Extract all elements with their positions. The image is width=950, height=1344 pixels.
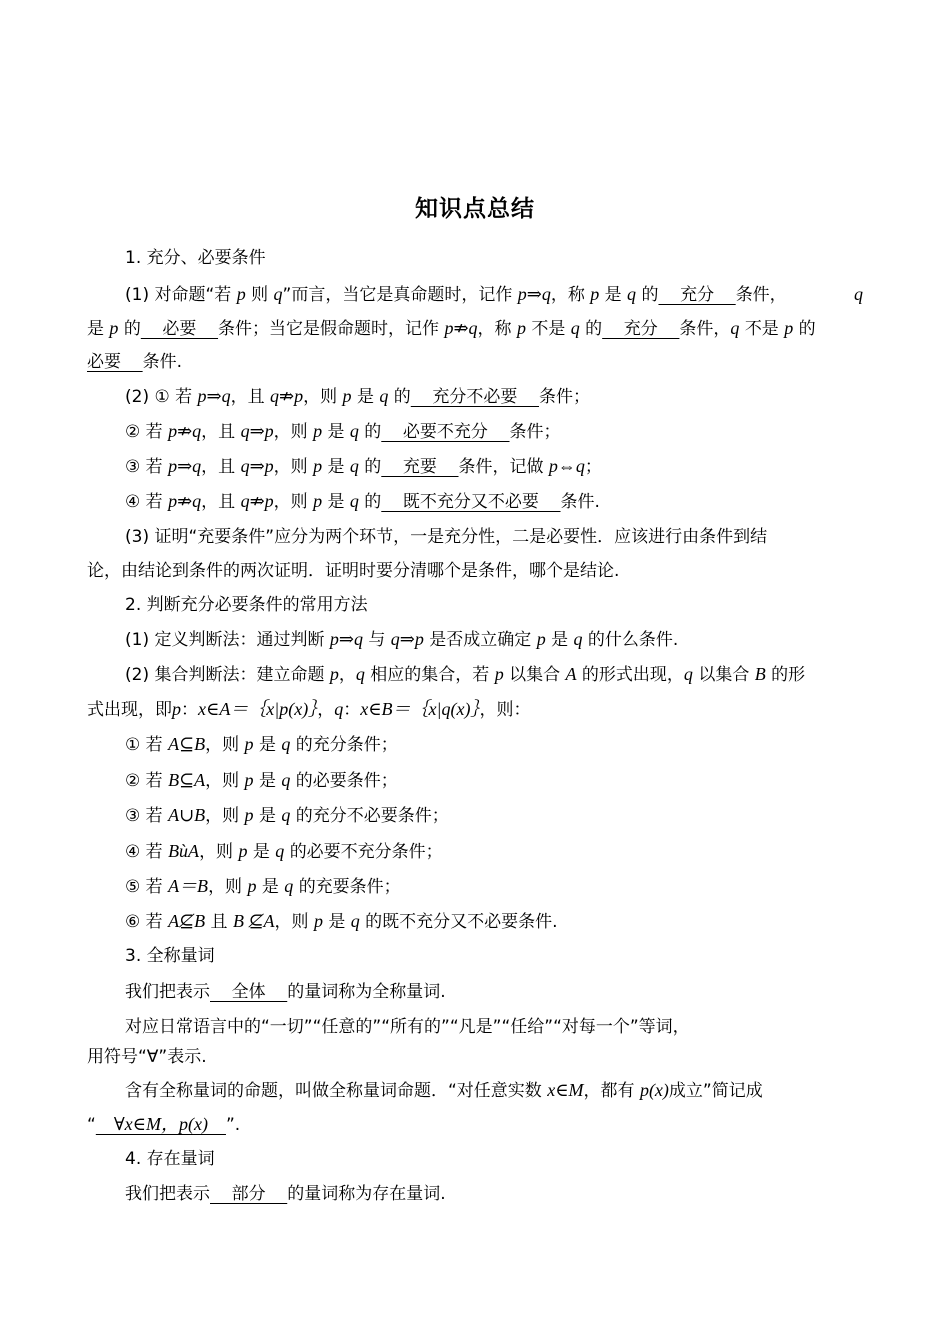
rule-1: ① 若 A⊆B，则 p 是 q 的充分条件； — [125, 734, 398, 755]
universal-proposition-line-2: “ ∀x∈M，p(x) ”. — [87, 1114, 241, 1135]
paragraph-3-line-1: (3) 证明“充要条件”应分为两个环节，一是充分性，二是必要性．应该进行由条件到结 — [125, 527, 768, 547]
paragraph-3-line-2: 论，由结论到条件的两次证明．证明时要分清哪个是条件，哪个是结论. — [87, 561, 620, 581]
blank-answer: 全体 — [210, 982, 288, 1002]
blank-answer: 充要 — [381, 457, 459, 477]
section-heading-4: 4. 存在量词 — [125, 1149, 215, 1169]
section-heading-3: 3. 全称量词 — [125, 946, 215, 966]
paragraph-1-line-1: (1) 对命题“若 p 则 q”而言，当它是真命题时，记作 p⇒q，称 p 是 q 的 充分 条件， q — [125, 284, 863, 305]
rule-5: ⑤ 若 A＝B，则 p 是 q 的充要条件； — [125, 876, 401, 897]
page-title: 知识点总结 — [415, 196, 535, 222]
blank-answer: ∀x∈M，p(x) — [95, 1114, 226, 1134]
method-1: (1) 定义判断法：通过判断 p⇒q 与 q⇒p 是否成立确定 p 是 q 的什么条件. — [125, 629, 679, 650]
blank-answer: 必要 — [140, 319, 219, 339]
universal-definition: 我们把表示 全体 的量词称为全称量词. — [125, 982, 446, 1002]
blank-answer: 必要 — [87, 352, 143, 372]
blank-answer: 必要不充分 — [381, 422, 510, 442]
universal-words-line-1: 对应日常语言中的“一切”“任意的”“所有的”“凡是”“任给”“对每一个”等词， — [125, 1017, 690, 1037]
condition-3: ③ 若 p⇒q，且 q⇒p，则 p 是 q 的 充要 条件，记做 p⇔q； — [125, 456, 602, 477]
condition-4: ④ 若 p⇏q，且 q⇏p，则 p 是 q 的 既不充分又不必要 条件. — [125, 491, 600, 512]
existential-definition: 我们把表示 部分 的量词称为存在量词. — [125, 1184, 446, 1204]
rule-3: ③ 若 A∪B，则 p 是 q 的充分不必要条件； — [125, 805, 449, 826]
universal-words-line-2: 用符号“∀”表示. — [87, 1047, 207, 1067]
section-heading-2: 2. 判断充分必要条件的常用方法 — [125, 595, 368, 615]
paragraph-1-line-3: 必要 条件. — [87, 352, 183, 372]
method-2-line-1: (2) 集合判断法：建立命题 p，q 相应的集合，若 p 以集合 A 的形式出现，q 以集合 B 的形 — [125, 664, 806, 685]
blank-answer: 部分 — [210, 1184, 288, 1204]
paragraph-1-line-2: 是 p 的 必要 条件；当它是假命题时，记作 p⇏q，称 p 不是 q 的 充分 条件，q 不是 p 的 — [87, 318, 816, 339]
rule-6: ⑥ 若 A⊈B 且 B ⊈A，则 p 是 q 的既不充分又不必要条件. — [125, 911, 558, 932]
blank-answer: 充分 — [658, 285, 736, 305]
blank-answer: 既不充分又不必要 — [381, 492, 561, 512]
rule-4: ④ 若 BùA，则 p 是 q 的必要不充分条件； — [125, 841, 443, 862]
blank-answer: 充分不必要 — [410, 387, 539, 407]
method-2-line-2: 式出现，即p：x∈A＝｛x|p(x)｝，q：x∈B＝｛x|q(x)｝，则： — [87, 699, 531, 720]
rule-2: ② 若 B⊆A，则 p 是 q 的必要条件； — [125, 770, 398, 791]
condition-2: ② 若 p⇏q，且 q⇒p，则 p 是 q 的 必要不充分 条件； — [125, 421, 561, 442]
condition-1: (2) ① 若 p⇒q，且 q⇏p，则 p 是 q 的 充分不必要 条件； — [125, 386, 590, 407]
blank-answer: 充分 — [602, 319, 680, 339]
section-heading-1: 1. 充分、必要条件 — [125, 248, 266, 268]
universal-proposition-line-1: 含有全称量词的命题，叫做全称量词命题．“对任意实数 x∈M，都有 p(x)成立”简记成 — [125, 1080, 763, 1101]
